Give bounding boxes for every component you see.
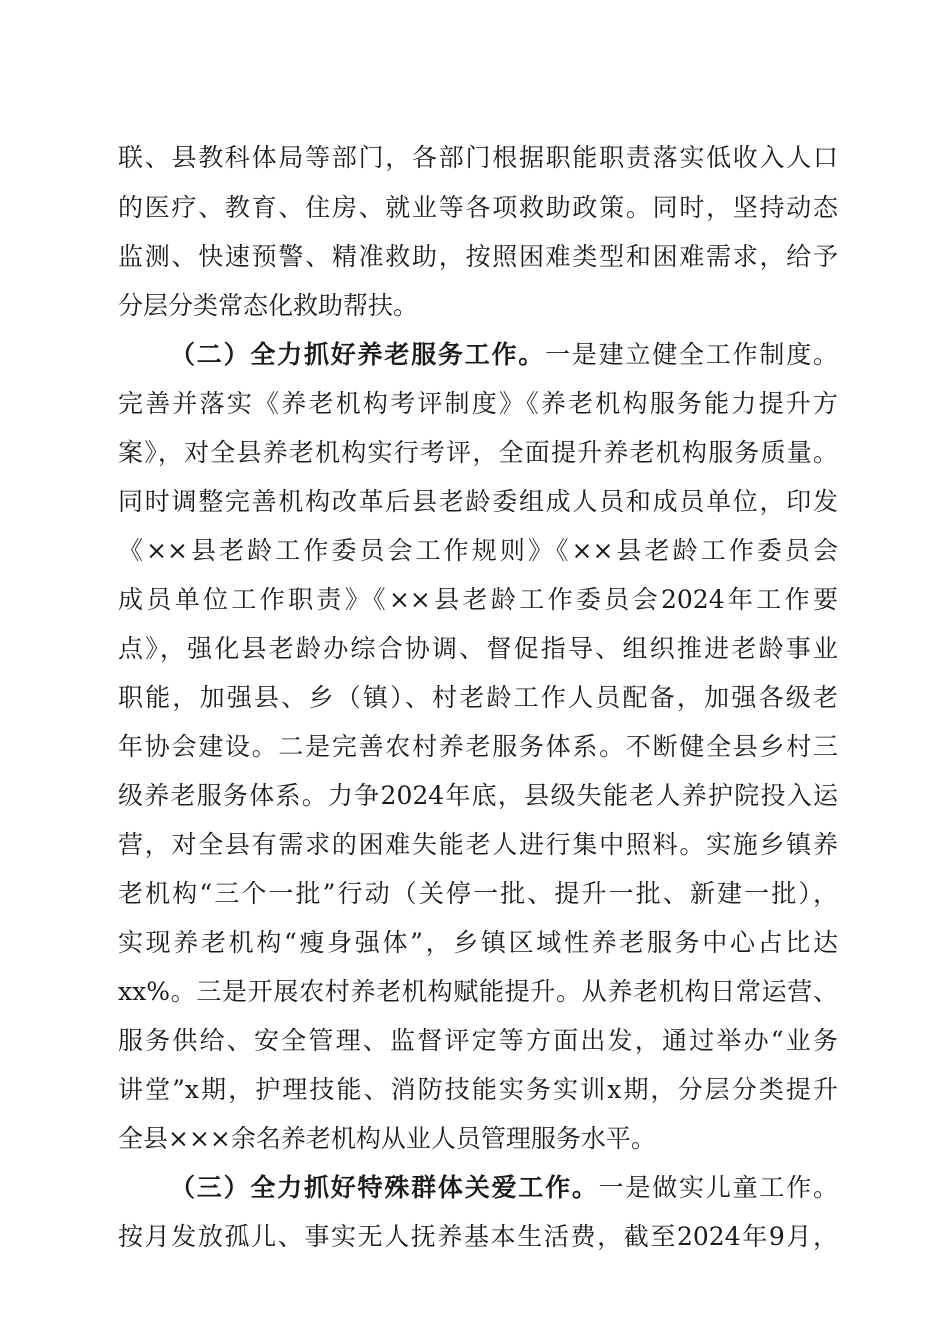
body-text-line: 的医疗、教育、住房、就业等各项救助政策。同时，坚持动态 bbox=[118, 193, 838, 222]
section-heading: （二）全力抓好养老服务工作。 bbox=[170, 340, 546, 369]
body-text-line: 完善并落实《养老机构考评制度》《养老机构服务能力提升方 bbox=[118, 389, 838, 418]
body-text-line: 监测、快速预警、精准救助，按照困难类型和困难需求，给予 bbox=[118, 242, 838, 271]
body-text-line: 服务供给、安全管理、监督评定等方面出发，通过举办“业务 bbox=[118, 1026, 838, 1055]
body-text-line: 联、县教科体局等部门，各部门根据职能职责落实低收入人口 bbox=[118, 143, 838, 172]
section-heading-line bbox=[170, 340, 838, 370]
body-text-line: 同时调整完善机构改革后县老龄委组成人员和成员单位，印发 bbox=[118, 487, 838, 516]
body-text-line: 老机构“三个一批”行动（关停一批、提升一批、新建一批）， bbox=[118, 879, 838, 908]
body-text-line: 级养老服务体系。力争2024年底，县级失能老人养护院投入运 bbox=[118, 781, 838, 810]
body-text-line: 营，对全县有需求的困难失能老人进行集中照料。实施乡镇养 bbox=[118, 830, 838, 859]
body-text-line: 点》，强化县老龄办综合协调、督促指导、组织推进老龄事业 bbox=[118, 634, 838, 663]
body-text-line: 讲堂”x期，护理技能、消防技能实务实训x期，分层分类提升 bbox=[118, 1075, 838, 1104]
body-text-inline: 一是建立健全工作制度。 bbox=[545, 340, 838, 369]
body-text-line: 按月发放孤儿、事实无人抚养基本生活费，截至2024年9月， bbox=[118, 1222, 838, 1251]
section-heading-line bbox=[170, 1173, 838, 1203]
body-text-inline: 一是做实儿童工作。 bbox=[598, 1173, 838, 1202]
body-text-line: xx%。三是开展农村养老机构赋能提升。从养老机构日常运营、 bbox=[118, 977, 838, 1006]
section-heading: （三）全力抓好特殊群体关爱工作。 bbox=[170, 1173, 599, 1202]
body-text-line: 分层分类常态化救助帮扶。 bbox=[118, 291, 419, 320]
body-text-line: 《××县老龄工作委员会工作规则》《××县老龄工作委员会 bbox=[118, 536, 838, 565]
body-text-line: 职能，加强县、乡（镇）、村老龄工作人员配备，加强各级老 bbox=[118, 683, 838, 712]
body-text-line: 全县×××余名养老机构从业人员管理服务水平。 bbox=[118, 1124, 656, 1153]
body-text-line: 成员单位工作职责》《××县老龄工作委员会2024年工作要 bbox=[118, 585, 838, 614]
body-text-line: 年协会建设。二是完善农村养老服务体系。不断健全县乡村三 bbox=[118, 732, 838, 761]
body-text-line: 实现养老机构“瘦身强体”，乡镇区域性养老服务中心占比达 bbox=[118, 928, 838, 957]
body-text-line: 案》，对全县养老机构实行考评，全面提升养老机构服务质量。 bbox=[118, 438, 838, 467]
